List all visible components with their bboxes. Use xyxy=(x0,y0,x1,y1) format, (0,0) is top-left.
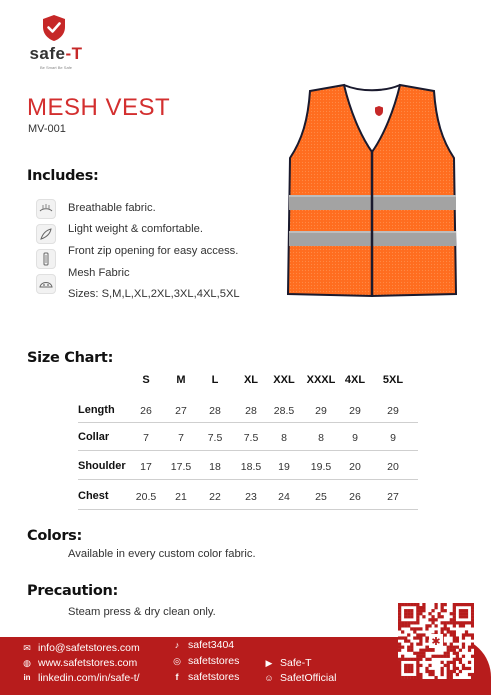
size-header: 4XL xyxy=(344,374,366,386)
tiktok-icon: ♪ xyxy=(174,640,180,650)
size-header: 5XL xyxy=(382,374,404,386)
footer-instagram[interactable]: ◎ safetstores xyxy=(173,655,240,667)
row-label: Length xyxy=(78,404,115,416)
brand-tagline: Be Smart Be Safe xyxy=(39,65,72,70)
table-cell: 8 xyxy=(318,432,324,444)
size-header: S xyxy=(142,374,150,386)
size-header: M xyxy=(176,374,186,386)
table-cell: 26 xyxy=(349,491,361,503)
footer-website[interactable]: ◍ www.safetstores.com xyxy=(23,657,138,669)
table-cell: 19.5 xyxy=(310,461,332,473)
table-cell: 19 xyxy=(278,461,290,473)
shield-check-icon xyxy=(42,14,66,42)
table-cell: 27 xyxy=(387,491,399,503)
svg-text:✱: ✱ xyxy=(431,635,441,648)
size-header: L xyxy=(211,374,219,386)
table-cell: 20.5 xyxy=(135,491,157,503)
brand-logo xyxy=(22,14,102,78)
table-cell: 7.5 xyxy=(207,432,223,444)
row-label: Collar xyxy=(78,431,110,443)
footer-snapchat[interactable]: ☺ SafetOfficial xyxy=(264,672,337,684)
table-cell: 28 xyxy=(209,405,221,417)
table-cell: 29 xyxy=(315,405,327,417)
row-divider xyxy=(78,422,418,423)
table-cell: 17.5 xyxy=(170,461,192,473)
product-title: MESH VEST xyxy=(27,94,171,121)
precaution-heading: Precaution: xyxy=(27,583,118,599)
footer-facebook[interactable]: f safetstores xyxy=(172,671,239,683)
facebook-icon: f xyxy=(175,672,179,682)
includes-item: Breathable fabric. xyxy=(68,202,156,214)
row-label: Shoulder xyxy=(78,460,126,472)
footer-linkedin[interactable]: in linkedin.com/in/safe-t/ xyxy=(23,672,140,684)
table-cell: 28 xyxy=(245,405,257,417)
footer-email[interactable]: ✉ info@safetstores.com xyxy=(23,642,140,654)
row-divider xyxy=(78,479,418,480)
feather-icon xyxy=(36,224,56,244)
table-cell: 20 xyxy=(387,461,399,473)
table-cell: 23 xyxy=(245,491,257,503)
table-cell: 7 xyxy=(143,432,149,444)
table-cell: 29 xyxy=(349,405,361,417)
table-cell: 18.5 xyxy=(240,461,262,473)
mesh-fabric-icon xyxy=(36,274,56,294)
table-cell: 9 xyxy=(390,432,396,444)
table-cell: 22 xyxy=(209,491,221,503)
email-icon: ✉ xyxy=(23,643,31,653)
sizes-list: Sizes: S,M,L,XL,2XL,3XL,4XL,5XL xyxy=(68,288,240,300)
size-header: XXXL xyxy=(306,374,336,386)
size-chart-heading: Size Chart: xyxy=(27,350,114,366)
instagram-icon: ◎ xyxy=(173,656,181,666)
table-cell: 8 xyxy=(281,432,287,444)
row-divider xyxy=(78,509,418,510)
footer-youtube[interactable]: ▶ Safe-T xyxy=(265,657,312,669)
table-cell: 26 xyxy=(140,405,152,417)
table-cell: 20 xyxy=(349,461,361,473)
size-header: XXL xyxy=(273,374,295,386)
qr-code[interactable] xyxy=(398,603,474,679)
includes-item: Light weight & comfortable. xyxy=(68,223,203,235)
row-divider xyxy=(78,450,418,451)
mesh-vest-image xyxy=(280,80,464,302)
table-cell: 28.5 xyxy=(273,405,295,417)
table-cell: 21 xyxy=(175,491,187,503)
table-cell: 7 xyxy=(178,432,184,444)
zipper-icon xyxy=(36,249,56,269)
size-header: XL xyxy=(243,374,259,386)
linkedin-icon: in xyxy=(23,673,31,682)
table-cell: 24 xyxy=(278,491,290,503)
breathable-fabric-icon xyxy=(36,199,56,219)
table-cell: 18 xyxy=(209,461,221,473)
colors-text: Available in every custom color fabric. xyxy=(68,548,256,560)
footer-tiktok[interactable]: ♪ safet3404 xyxy=(172,639,234,651)
precaution-text: Steam press & dry clean only. xyxy=(68,606,216,618)
table-cell: 27 xyxy=(175,405,187,417)
includes-item: Mesh Fabric xyxy=(68,267,130,279)
globe-icon: ◍ xyxy=(23,658,31,668)
row-label: Chest xyxy=(78,490,109,502)
includes-item: Front zip opening for easy access. xyxy=(68,245,239,257)
snapchat-icon: ☺ xyxy=(264,673,274,683)
colors-heading: Colors: xyxy=(27,528,83,544)
table-cell: 25 xyxy=(315,491,327,503)
youtube-icon: ▶ xyxy=(265,658,273,668)
product-code: MV-001 xyxy=(28,123,66,135)
brand-name: safe-T xyxy=(29,44,83,63)
table-cell: 9 xyxy=(352,432,358,444)
table-cell: 17 xyxy=(140,461,152,473)
includes-heading: Includes: xyxy=(27,168,99,184)
table-cell: 29 xyxy=(387,405,399,417)
table-cell: 7.5 xyxy=(243,432,259,444)
